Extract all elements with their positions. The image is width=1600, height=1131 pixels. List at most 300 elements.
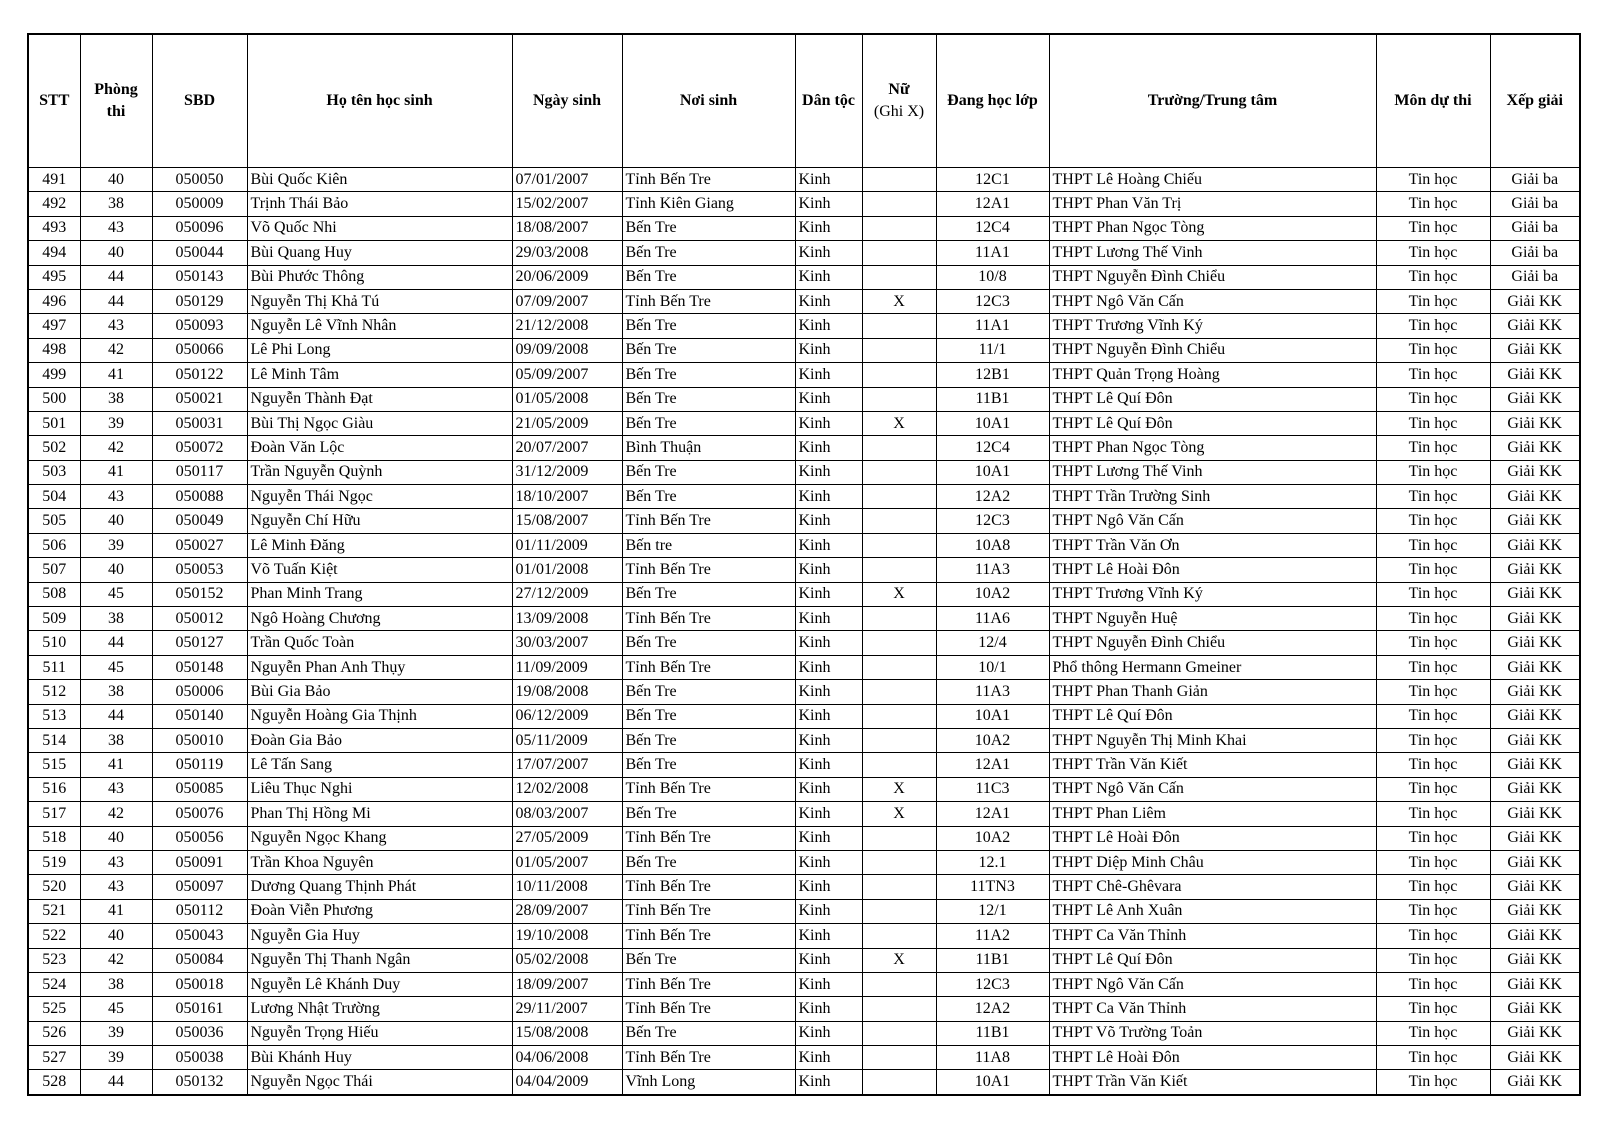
- cell-ho-ten: Nguyễn Thị Khả Tú: [247, 289, 512, 313]
- cell-mon: Tin học: [1376, 802, 1490, 826]
- cell-dan-toc: Kinh: [795, 753, 862, 777]
- cell-mon: Tin học: [1376, 753, 1490, 777]
- cell-stt: 493: [28, 216, 80, 240]
- cell-phong-thi: 44: [80, 704, 152, 728]
- cell-truong: THPT Lê Anh Xuân: [1049, 899, 1376, 923]
- cell-truong: THPT Nguyễn Đình Chiểu: [1049, 338, 1376, 362]
- table-row: [28, 607, 1580, 631]
- cell-xep-giai: Giải KK: [1490, 289, 1580, 313]
- cell-ho-ten: Nguyễn Thị Thanh Ngân: [247, 948, 512, 972]
- table-row: [28, 655, 1580, 679]
- cell-phong-thi: 40: [80, 558, 152, 582]
- cell-noi-sinh: Bến Tre: [622, 485, 795, 509]
- cell-phong-thi: 45: [80, 582, 152, 606]
- cell-phong-thi: 42: [80, 436, 152, 460]
- cell-phong-thi: 39: [80, 411, 152, 435]
- cell-ngay-sinh: 04/06/2008: [512, 1046, 622, 1070]
- cell-sbd: 050049: [152, 509, 247, 533]
- cell-sbd: 050012: [152, 607, 247, 631]
- cell-noi-sinh: Bến Tre: [622, 265, 795, 289]
- cell-stt: 517: [28, 802, 80, 826]
- cell-dan-toc: Kinh: [795, 826, 862, 850]
- cell-truong: Phổ thông Hermann Gmeiner: [1049, 655, 1376, 679]
- cell-dan-toc: Kinh: [795, 1046, 862, 1070]
- cell-truong: THPT Võ Trường Toản: [1049, 1021, 1376, 1045]
- table-row: [28, 241, 1580, 265]
- cell-sbd: 050021: [152, 387, 247, 411]
- cell-phong-thi: 41: [80, 363, 152, 387]
- cell-lop: 11A1: [936, 314, 1049, 338]
- cell-truong: THPT Quản Trọng Hoàng: [1049, 363, 1376, 387]
- cell-ngay-sinh: 19/08/2008: [512, 680, 622, 704]
- cell-ho-ten: Nguyễn Lê Khánh Duy: [247, 972, 512, 996]
- cell-noi-sinh: Bến Tre: [622, 387, 795, 411]
- table-row: [28, 509, 1580, 533]
- cell-sbd: 050140: [152, 704, 247, 728]
- cell-sbd: 050066: [152, 338, 247, 362]
- cell-sbd: 050009: [152, 192, 247, 216]
- cell-stt: 501: [28, 411, 80, 435]
- cell-ho-ten: Lương Nhật Trường: [247, 997, 512, 1021]
- cell-stt: 495: [28, 265, 80, 289]
- cell-ngay-sinh: 10/11/2008: [512, 875, 622, 899]
- cell-truong: THPT Ngô Văn Cấn: [1049, 509, 1376, 533]
- cell-dan-toc: Kinh: [795, 680, 862, 704]
- cell-stt: 518: [28, 826, 80, 850]
- cell-ho-ten: Nguyễn Gia Huy: [247, 924, 512, 948]
- cell-ho-ten: Bùi Quốc Kiên: [247, 168, 512, 192]
- cell-nu: [862, 924, 936, 948]
- cell-truong: THPT Chê-Ghêvara: [1049, 875, 1376, 899]
- cell-noi-sinh: Tỉnh Bến Tre: [622, 826, 795, 850]
- cell-dan-toc: Kinh: [795, 655, 862, 679]
- cell-ngay-sinh: 11/09/2009: [512, 655, 622, 679]
- cell-phong-thi: 38: [80, 607, 152, 631]
- cell-ngay-sinh: 08/03/2007: [512, 802, 622, 826]
- cell-nu: [862, 363, 936, 387]
- cell-noi-sinh: Tỉnh Bến Tre: [622, 997, 795, 1021]
- cell-sbd: 050148: [152, 655, 247, 679]
- cell-dan-toc: Kinh: [795, 533, 862, 557]
- table-header: [28, 34, 1580, 168]
- cell-mon: Tin học: [1376, 485, 1490, 509]
- cell-sbd: 050129: [152, 289, 247, 313]
- table-row: [28, 314, 1580, 338]
- cell-noi-sinh: Tỉnh Bến Tre: [622, 607, 795, 631]
- cell-ngay-sinh: 20/06/2009: [512, 265, 622, 289]
- header-sbd: SBD: [152, 34, 247, 168]
- cell-stt: 492: [28, 192, 80, 216]
- cell-ngay-sinh: 06/12/2009: [512, 704, 622, 728]
- cell-stt: 500: [28, 387, 80, 411]
- cell-mon: Tin học: [1376, 265, 1490, 289]
- table-row: [28, 850, 1580, 874]
- cell-lop: 12C4: [936, 216, 1049, 240]
- cell-ngay-sinh: 05/02/2008: [512, 948, 622, 972]
- cell-noi-sinh: Bình Thuận: [622, 436, 795, 460]
- cell-noi-sinh: Bến Tre: [622, 753, 795, 777]
- cell-noi-sinh: Bến Tre: [622, 216, 795, 240]
- cell-ho-ten: Trần Nguyễn Quỳnh: [247, 460, 512, 484]
- cell-stt: 516: [28, 777, 80, 801]
- table-row: [28, 1021, 1580, 1045]
- table-row: [28, 875, 1580, 899]
- cell-ho-ten: Trịnh Thái Bảo: [247, 192, 512, 216]
- cell-ngay-sinh: 20/07/2007: [512, 436, 622, 460]
- cell-phong-thi: 43: [80, 485, 152, 509]
- cell-nu: [862, 728, 936, 752]
- cell-sbd: 050056: [152, 826, 247, 850]
- cell-truong: THPT Trương Vĩnh Ký: [1049, 314, 1376, 338]
- cell-nu: [862, 972, 936, 996]
- cell-truong: THPT Ngô Văn Cấn: [1049, 289, 1376, 313]
- cell-truong: THPT Trần Văn Kiết: [1049, 753, 1376, 777]
- cell-stt: 507: [28, 558, 80, 582]
- cell-noi-sinh: Tỉnh Bến Tre: [622, 509, 795, 533]
- cell-mon: Tin học: [1376, 972, 1490, 996]
- cell-xep-giai: Giải ba: [1490, 192, 1580, 216]
- cell-dan-toc: Kinh: [795, 289, 862, 313]
- cell-ho-ten: Lê Tấn Sang: [247, 753, 512, 777]
- cell-lop: 12C3: [936, 289, 1049, 313]
- cell-ho-ten: Nguyễn Chí Hữu: [247, 509, 512, 533]
- cell-xep-giai: Giải KK: [1490, 533, 1580, 557]
- cell-truong: THPT Lê Hoài Đôn: [1049, 558, 1376, 582]
- cell-mon: Tin học: [1376, 607, 1490, 631]
- cell-noi-sinh: Bến Tre: [622, 338, 795, 362]
- cell-phong-thi: 38: [80, 680, 152, 704]
- cell-ho-ten: Bùi Phước Thông: [247, 265, 512, 289]
- table-row: [28, 411, 1580, 435]
- cell-noi-sinh: Bến Tre: [622, 850, 795, 874]
- cell-phong-thi: 38: [80, 728, 152, 752]
- cell-truong: THPT Nguyễn Đình Chiểu: [1049, 631, 1376, 655]
- table-row: [28, 777, 1580, 801]
- cell-ngay-sinh: 27/12/2009: [512, 582, 622, 606]
- cell-sbd: 050072: [152, 436, 247, 460]
- cell-lop: 12A1: [936, 802, 1049, 826]
- cell-phong-thi: 43: [80, 216, 152, 240]
- cell-truong: THPT Lương Thế Vinh: [1049, 460, 1376, 484]
- cell-stt: 522: [28, 924, 80, 948]
- cell-sbd: 050027: [152, 533, 247, 557]
- table-row: [28, 168, 1580, 192]
- cell-stt: 494: [28, 241, 80, 265]
- cell-xep-giai: Giải KK: [1490, 1046, 1580, 1070]
- cell-nu: [862, 1021, 936, 1045]
- table-row: [28, 533, 1580, 557]
- cell-mon: Tin học: [1376, 192, 1490, 216]
- cell-truong: THPT Ca Văn Thỉnh: [1049, 924, 1376, 948]
- table-row: [28, 631, 1580, 655]
- cell-dan-toc: Kinh: [795, 460, 862, 484]
- cell-mon: Tin học: [1376, 168, 1490, 192]
- cell-ho-ten: Trần Quốc Toàn: [247, 631, 512, 655]
- cell-phong-thi: 42: [80, 802, 152, 826]
- cell-ho-ten: Nguyễn Trọng Hiếu: [247, 1021, 512, 1045]
- table-row: [28, 387, 1580, 411]
- cell-lop: 11TN3: [936, 875, 1049, 899]
- table-row: [28, 924, 1580, 948]
- cell-nu: [862, 753, 936, 777]
- cell-nu: [862, 460, 936, 484]
- cell-xep-giai: Giải KK: [1490, 948, 1580, 972]
- cell-lop: 11A1: [936, 241, 1049, 265]
- header-nu-note: (Ghi X): [873, 103, 925, 120]
- cell-phong-thi: 43: [80, 875, 152, 899]
- cell-ngay-sinh: 17/07/2007: [512, 753, 622, 777]
- cell-dan-toc: Kinh: [795, 875, 862, 899]
- cell-dan-toc: Kinh: [795, 924, 862, 948]
- cell-stt: 525: [28, 997, 80, 1021]
- cell-phong-thi: 44: [80, 265, 152, 289]
- cell-nu: [862, 216, 936, 240]
- cell-stt: 503: [28, 460, 80, 484]
- cell-dan-toc: Kinh: [795, 802, 862, 826]
- table-row: [28, 216, 1580, 240]
- cell-truong: THPT Ngô Văn Cấn: [1049, 972, 1376, 996]
- table-row: [28, 460, 1580, 484]
- table-row: [28, 997, 1580, 1021]
- cell-sbd: 050038: [152, 1046, 247, 1070]
- cell-mon: Tin học: [1376, 631, 1490, 655]
- cell-stt: 498: [28, 338, 80, 362]
- cell-mon: Tin học: [1376, 558, 1490, 582]
- cell-xep-giai: Giải KK: [1490, 997, 1580, 1021]
- cell-truong: THPT Nguyễn Thị Minh Khai: [1049, 728, 1376, 752]
- table-row: [28, 582, 1580, 606]
- cell-nu: [862, 387, 936, 411]
- cell-mon: Tin học: [1376, 850, 1490, 874]
- cell-mon: Tin học: [1376, 899, 1490, 923]
- cell-noi-sinh: Tỉnh Bến Tre: [622, 972, 795, 996]
- cell-lop: 12B1: [936, 363, 1049, 387]
- cell-xep-giai: Giải KK: [1490, 777, 1580, 801]
- cell-ho-ten: Bùi Quang Huy: [247, 241, 512, 265]
- cell-nu: [862, 338, 936, 362]
- cell-dan-toc: Kinh: [795, 363, 862, 387]
- cell-dan-toc: Kinh: [795, 338, 862, 362]
- cell-ho-ten: Đoàn Viễn Phương: [247, 899, 512, 923]
- cell-stt: 521: [28, 899, 80, 923]
- cell-dan-toc: Kinh: [795, 850, 862, 874]
- table-row: [28, 192, 1580, 216]
- cell-ho-ten: Liêu Thục Nghi: [247, 777, 512, 801]
- cell-xep-giai: Giải KK: [1490, 363, 1580, 387]
- cell-stt: 499: [28, 363, 80, 387]
- cell-noi-sinh: Tỉnh Bến Tre: [622, 168, 795, 192]
- cell-phong-thi: 42: [80, 338, 152, 362]
- cell-ngay-sinh: 21/05/2009: [512, 411, 622, 435]
- header-mon: Môn dự thi: [1376, 34, 1490, 168]
- cell-dan-toc: Kinh: [795, 558, 862, 582]
- cell-mon: Tin học: [1376, 582, 1490, 606]
- cell-lop: 12/4: [936, 631, 1049, 655]
- cell-mon: Tin học: [1376, 1046, 1490, 1070]
- cell-phong-thi: 39: [80, 533, 152, 557]
- cell-truong: THPT Lê Quí Đôn: [1049, 387, 1376, 411]
- cell-stt: 514: [28, 728, 80, 752]
- table-row: [28, 826, 1580, 850]
- cell-stt: 497: [28, 314, 80, 338]
- cell-sbd: 050161: [152, 997, 247, 1021]
- cell-noi-sinh: Bến Tre: [622, 631, 795, 655]
- cell-mon: Tin học: [1376, 436, 1490, 460]
- cell-sbd: 050010: [152, 728, 247, 752]
- table-row: [28, 899, 1580, 923]
- cell-mon: Tin học: [1376, 314, 1490, 338]
- cell-lop: 11A2: [936, 924, 1049, 948]
- cell-xep-giai: Giải KK: [1490, 460, 1580, 484]
- cell-sbd: 050112: [152, 899, 247, 923]
- cell-mon: Tin học: [1376, 875, 1490, 899]
- cell-xep-giai: Giải KK: [1490, 631, 1580, 655]
- cell-ho-ten: Đoàn Văn Lộc: [247, 436, 512, 460]
- header-stt: STT: [28, 34, 80, 168]
- cell-ngay-sinh: 30/03/2007: [512, 631, 622, 655]
- cell-nu: [862, 1070, 936, 1095]
- table-row: [28, 363, 1580, 387]
- cell-xep-giai: Giải KK: [1490, 436, 1580, 460]
- cell-xep-giai: Giải ba: [1490, 265, 1580, 289]
- cell-dan-toc: Kinh: [795, 1021, 862, 1045]
- cell-lop: 10A1: [936, 704, 1049, 728]
- cell-ngay-sinh: 18/08/2007: [512, 216, 622, 240]
- cell-nu: [862, 850, 936, 874]
- cell-dan-toc: Kinh: [795, 241, 862, 265]
- cell-xep-giai: Giải KK: [1490, 1070, 1580, 1095]
- cell-nu: X: [862, 948, 936, 972]
- cell-noi-sinh: Tỉnh Bến Tre: [622, 875, 795, 899]
- cell-xep-giai: Giải KK: [1490, 558, 1580, 582]
- cell-stt: 524: [28, 972, 80, 996]
- table-row: [28, 948, 1580, 972]
- cell-sbd: 050085: [152, 777, 247, 801]
- cell-lop: 12C3: [936, 972, 1049, 996]
- cell-noi-sinh: Bến Tre: [622, 1021, 795, 1045]
- cell-ho-ten: Võ Quốc Nhi: [247, 216, 512, 240]
- cell-truong: THPT Lê Quí Đôn: [1049, 704, 1376, 728]
- header-lop: Đang học lớp: [936, 34, 1049, 168]
- header-noi-sinh: Nơi sinh: [622, 34, 795, 168]
- cell-phong-thi: 39: [80, 1021, 152, 1045]
- cell-truong: THPT Ngô Văn Cấn: [1049, 777, 1376, 801]
- cell-dan-toc: Kinh: [795, 216, 862, 240]
- cell-ngay-sinh: 15/08/2007: [512, 509, 622, 533]
- cell-noi-sinh: Bến Tre: [622, 411, 795, 435]
- cell-noi-sinh: Tỉnh Bến Tre: [622, 1046, 795, 1070]
- cell-lop: 12/1: [936, 899, 1049, 923]
- table-row: [28, 436, 1580, 460]
- cell-xep-giai: Giải KK: [1490, 924, 1580, 948]
- cell-mon: Tin học: [1376, 948, 1490, 972]
- cell-dan-toc: Kinh: [795, 387, 862, 411]
- cell-noi-sinh: Tỉnh Bến Tre: [622, 777, 795, 801]
- cell-sbd: 050091: [152, 850, 247, 874]
- cell-nu: [862, 192, 936, 216]
- header-row: [28, 34, 1580, 168]
- cell-sbd: 050043: [152, 924, 247, 948]
- cell-sbd: 050132: [152, 1070, 247, 1095]
- cell-dan-toc: Kinh: [795, 777, 862, 801]
- cell-ho-ten: Lê Minh Đăng: [247, 533, 512, 557]
- cell-phong-thi: 43: [80, 314, 152, 338]
- cell-stt: 496: [28, 289, 80, 313]
- cell-noi-sinh: Bến Tre: [622, 728, 795, 752]
- cell-xep-giai: Giải KK: [1490, 509, 1580, 533]
- cell-nu: [862, 265, 936, 289]
- cell-noi-sinh: Tỉnh Kiên Giang: [622, 192, 795, 216]
- cell-nu: [862, 899, 936, 923]
- cell-ngay-sinh: 21/12/2008: [512, 314, 622, 338]
- cell-lop: 11B1: [936, 1021, 1049, 1045]
- cell-phong-thi: 45: [80, 997, 152, 1021]
- cell-phong-thi: 44: [80, 631, 152, 655]
- cell-phong-thi: 44: [80, 1070, 152, 1095]
- cell-dan-toc: Kinh: [795, 411, 862, 435]
- cell-truong: THPT Lê Hoài Đôn: [1049, 826, 1376, 850]
- cell-ho-ten: Nguyễn Thái Ngọc: [247, 485, 512, 509]
- cell-lop: 10A1: [936, 411, 1049, 435]
- cell-phong-thi: 41: [80, 899, 152, 923]
- cell-mon: Tin học: [1376, 704, 1490, 728]
- cell-xep-giai: Giải KK: [1490, 899, 1580, 923]
- cell-dan-toc: Kinh: [795, 436, 862, 460]
- cell-mon: Tin học: [1376, 241, 1490, 265]
- cell-mon: Tin học: [1376, 289, 1490, 313]
- cell-dan-toc: Kinh: [795, 899, 862, 923]
- cell-phong-thi: 38: [80, 192, 152, 216]
- cell-ho-ten: Nguyễn Thành Đạt: [247, 387, 512, 411]
- cell-noi-sinh: Tỉnh Bến Tre: [622, 899, 795, 923]
- cell-sbd: 050088: [152, 485, 247, 509]
- cell-sbd: 050053: [152, 558, 247, 582]
- cell-xep-giai: Giải KK: [1490, 387, 1580, 411]
- table-row: [28, 728, 1580, 752]
- cell-xep-giai: Giải KK: [1490, 850, 1580, 874]
- table-row: [28, 338, 1580, 362]
- cell-mon: Tin học: [1376, 387, 1490, 411]
- cell-lop: 11C3: [936, 777, 1049, 801]
- cell-ngay-sinh: 18/10/2007: [512, 485, 622, 509]
- cell-dan-toc: Kinh: [795, 972, 862, 996]
- cell-xep-giai: Giải KK: [1490, 314, 1580, 338]
- cell-noi-sinh: Bến tre: [622, 533, 795, 557]
- cell-ngay-sinh: 29/11/2007: [512, 997, 622, 1021]
- cell-dan-toc: Kinh: [795, 948, 862, 972]
- cell-sbd: 050127: [152, 631, 247, 655]
- cell-xep-giai: Giải KK: [1490, 607, 1580, 631]
- cell-phong-thi: 40: [80, 826, 152, 850]
- table-row: [28, 1046, 1580, 1070]
- cell-noi-sinh: Bến Tre: [622, 704, 795, 728]
- cell-sbd: 050096: [152, 216, 247, 240]
- cell-sbd: 050006: [152, 680, 247, 704]
- cell-ho-ten: Ngô Hoàng Chương: [247, 607, 512, 631]
- cell-phong-thi: 44: [80, 289, 152, 313]
- cell-ngay-sinh: 19/10/2008: [512, 924, 622, 948]
- cell-stt: 505: [28, 509, 80, 533]
- cell-sbd: 050036: [152, 1021, 247, 1045]
- cell-truong: THPT Diệp Minh Châu: [1049, 850, 1376, 874]
- table-row: [28, 265, 1580, 289]
- cell-stt: 504: [28, 485, 80, 509]
- cell-stt: 515: [28, 753, 80, 777]
- cell-phong-thi: 40: [80, 924, 152, 948]
- cell-xep-giai: Giải ba: [1490, 216, 1580, 240]
- cell-mon: Tin học: [1376, 338, 1490, 362]
- cell-stt: 526: [28, 1021, 80, 1045]
